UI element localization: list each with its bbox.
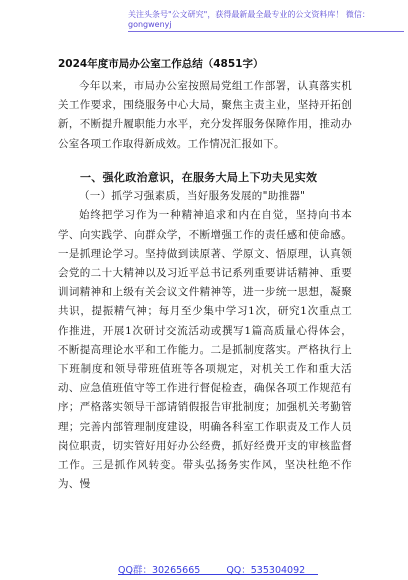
subsection-heading: （一）抓学习强素质，当好服务发展的"助推器": [79, 190, 306, 203]
section-heading: 一、强化政治意识，在服务大局上下功夫见实效: [80, 171, 318, 184]
intro-paragraph: 今年以来，市局办公室按照局党组工作部署，认真落实机关工作要求，围绕服务中心大局，聚焦主责主业，坚持开拓创新，不断提升履职能力水平，充分发挥服务保障作用，推动办公室各项工作取得新成效。工作情况汇报如下。: [58, 80, 352, 150]
document-title: 2024年度市局办公室工作总结（4851字）: [58, 58, 264, 70]
qq-group-link[interactable]: QQ群：30265665: [118, 565, 201, 576]
header-banner-text: 关注头条号"公文研究"，获得最新最全最专业的公文资料库！ 微信：gongwenyj: [128, 10, 370, 29]
intro-block: [58, 77, 352, 154]
qq-contact-link[interactable]: QQ：535304092: [226, 565, 306, 576]
footer-underline: [118, 574, 318, 575]
section-1: [58, 168, 352, 494]
body-paragraph: 始终把学习作为一种精神追求和内在自觉，坚持向书本学、向实践学、向群众学，不断增强工作的责任感和使命感。一是抓理论学习。坚持做到读原著、学原文、悟原理，认真领会党的二十大精神以及习近平总书记系列重要讲话精神、重要训词精神和上级有关会议文件精神等，进一步统一思想，凝聚共识，提振精气神；每月至少集中学习1次，研究1次重点工作推进，开展1次研讨交流活动或撰写1篇高质量心得体会，不断提高理论水平和工作能力。二是抓制度落实。严格执行上下班制度和领导带班值班等各项规定，对机关工作和重大活动、应急值班值守等工作进行督促检查，确保各项工作规范有序；严格落实领导干部请销假报告审批制度；加强机关考勤管理；完善内部管理制度建设，明确各科室工作职责及工作人员岗位职责，切实管好用好办公经费，抓好经费开支的审核监督工作。三是抓作风转变。带头弘扬务实作风，坚决杜绝不作为、慢: [58, 209, 352, 491]
footer-contact: [118, 562, 338, 576]
header-banner: [128, 10, 404, 32]
